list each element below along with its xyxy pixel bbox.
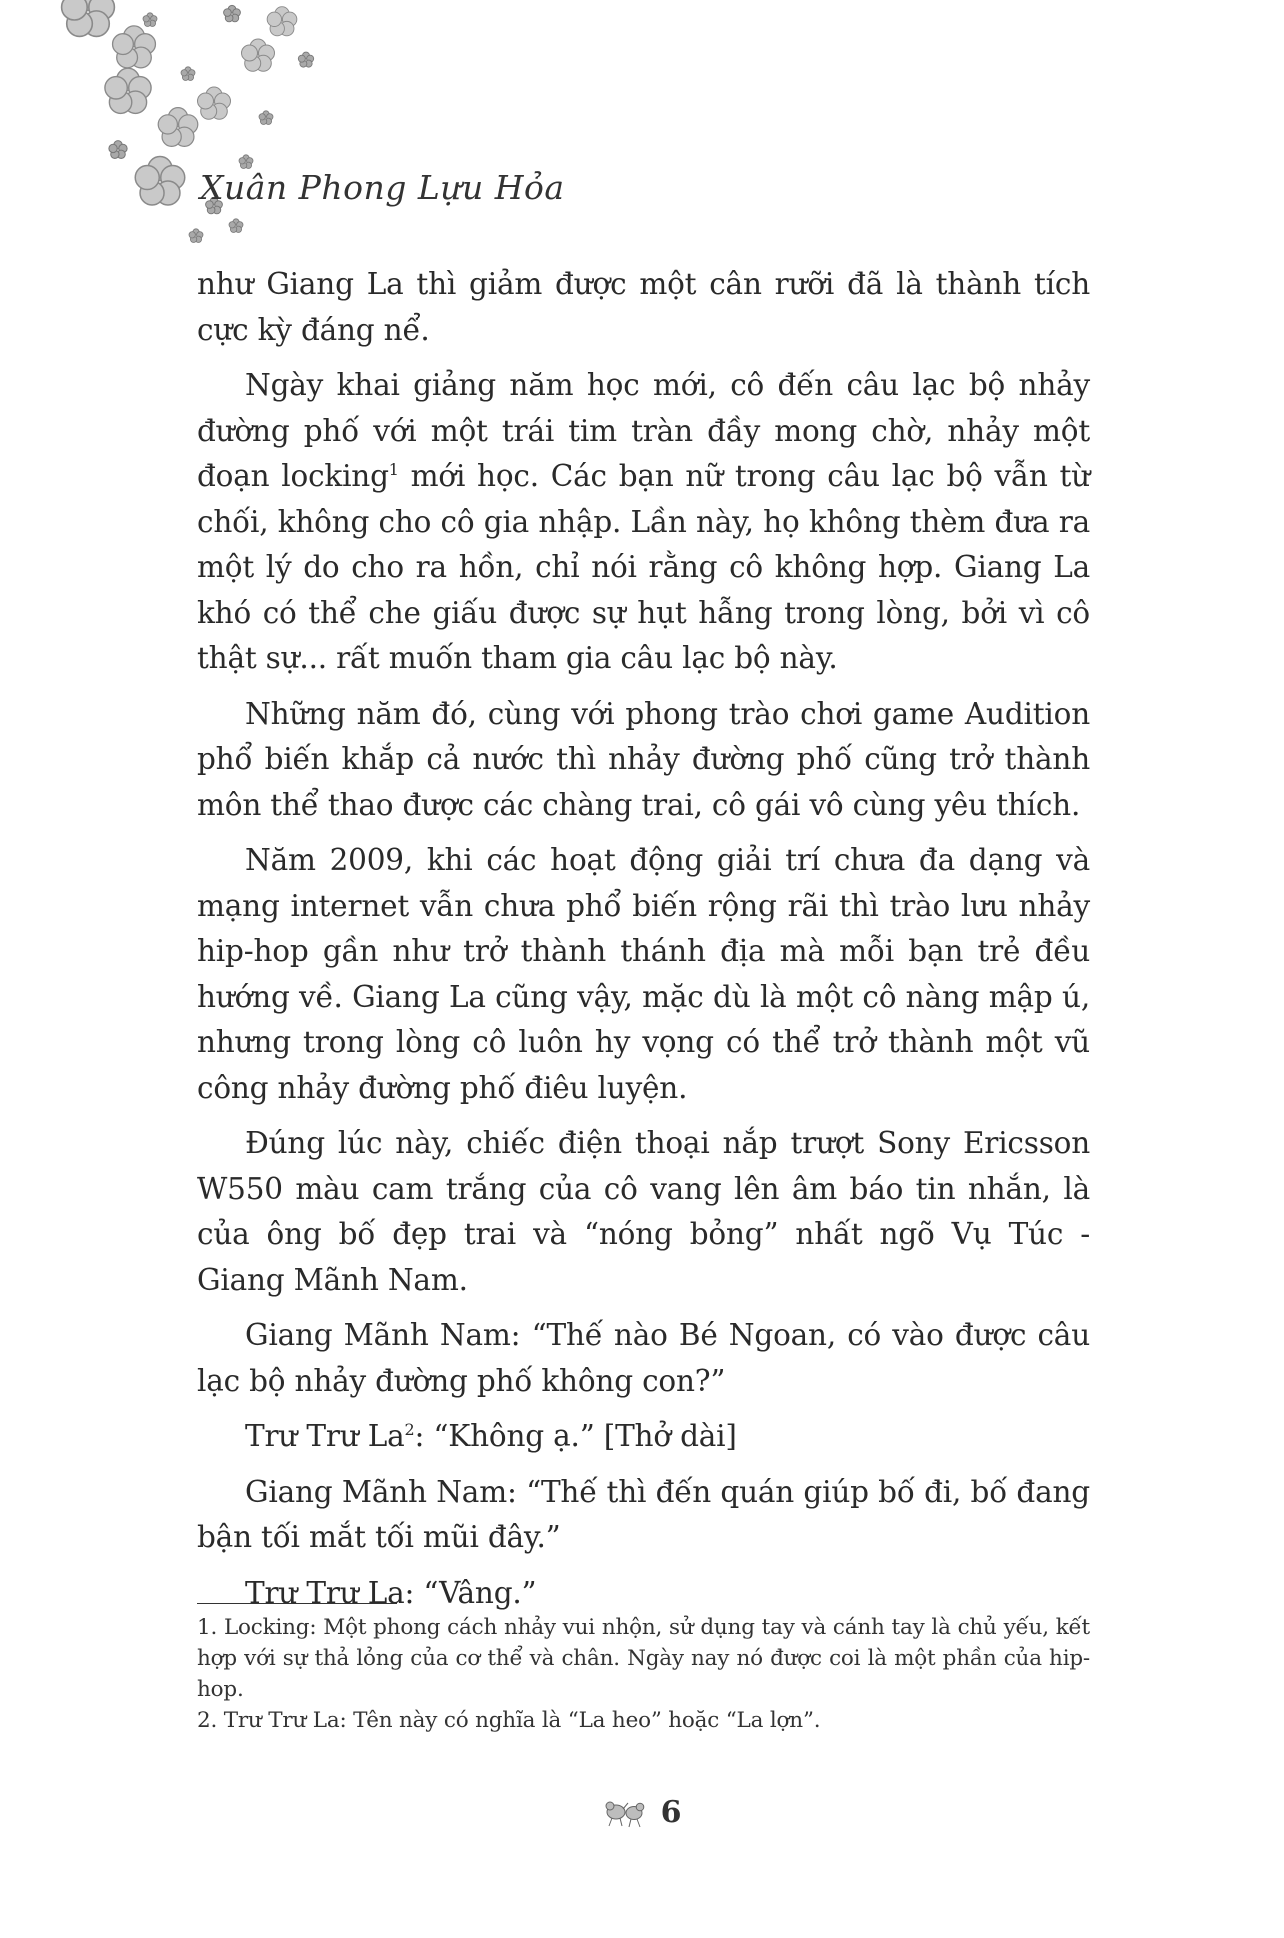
page-number: 6 (660, 1795, 682, 1830)
paragraph-text: Ngày khai giảng năm học mới, cô đến câu lạc bộ nhảy đường phố với một trái tim tràn đầy mong chờ, nhảy một đoạn locking (197, 368, 1090, 493)
footnote-mark: 1 (388, 460, 399, 480)
paragraph: như Giang La thì giảm được một cân rưỡi đã là thành tích cực kỳ đáng nể. (197, 267, 1090, 347)
paragraph-text: : “Không ạ.” [Thở dài] (414, 1419, 737, 1453)
paragraph: Giang Mãnh Nam: “Thế thì đến quán giúp bố đi, bố đang bận tối mắt tối mũi đây.” (197, 1474, 1090, 1554)
paragraph (197, 363, 1090, 682)
flower-decoration (0, 0, 560, 260)
paragraph: Năm 2009, khi các hoạt động giải trí chưa đa dạng và mạng internet vẫn chưa phổ biến rộng rãi thì trào lưu nhảy hip-hop gần như trở thành thánh địa mà mỗi bạn trẻ đều hướng về. Giang La cũng vậy, mặc dù là một cô nàng mập ú, nhưng trong lòng cô luôn hy vọng có thể trở thành một vũ công nhảy đường phố điêu luyện. (197, 843, 1090, 1105)
footnote: 2. Trư Trư La: Tên này có nghĩa là “La heo” hoặc “La lợn”. (197, 1708, 821, 1733)
footnote: 1. Locking: Một phong cách nhảy vui nhộn, sử dụng tay và cánh tay là chủ yếu, kết hợp với sự thả lỏng của cơ thể và chân. Ngày nay nó được coi là một phần của hip-hop. (197, 1615, 1090, 1702)
paragraph (197, 1414, 1090, 1460)
footnote-divider (197, 1603, 397, 1604)
paragraph: Đúng lúc này, chiếc điện thoại nắp trượt Sony Ericsson W550 màu cam trắng của cô vang lên âm báo tin nhắn, là của ông bố đẹp trai và “nóng bỏng” nhất ngõ Vụ Túc - Giang Mãnh Nam. (197, 1126, 1090, 1297)
paragraph-text: mới học. Các bạn nữ trong câu lạc bộ vẫn từ chối, không cho cô gia nhập. Lần này, họ không thèm đưa ra một lý do cho ra hồn, chỉ nói rằng cô không hợp. Giang La khó có thể che giấu được sự hụt hẫng trong lòng, bởi vì cô thật sự... rất muốn tham gia câu lạc bộ này. (197, 459, 1090, 675)
footnotes (197, 1612, 1090, 1736)
paragraph: Giang Mãnh Nam: “Thế nào Bé Ngoan, có vào được câu lạc bộ nhảy đường phố không con?” (197, 1318, 1090, 1398)
running-header-title: Xuân Phong Lựu Hỏa (200, 168, 565, 207)
paragraph-text: Trư Trư La (245, 1419, 405, 1453)
paragraph: Trư Trư La: “Vâng.” (245, 1575, 537, 1610)
page-footer (0, 1795, 1284, 1830)
dancing-pigs-icon (603, 1797, 647, 1829)
body-text (197, 262, 1090, 1626)
paragraph: Những năm đó, cùng với phong trào chơi game Audition phổ biến khắp cả nước thì nhảy đường phố cũng trở thành môn thể thao được các chàng trai, cô gái vô cùng yêu thích. (197, 696, 1090, 822)
footnote-mark: 2 (404, 1420, 415, 1440)
